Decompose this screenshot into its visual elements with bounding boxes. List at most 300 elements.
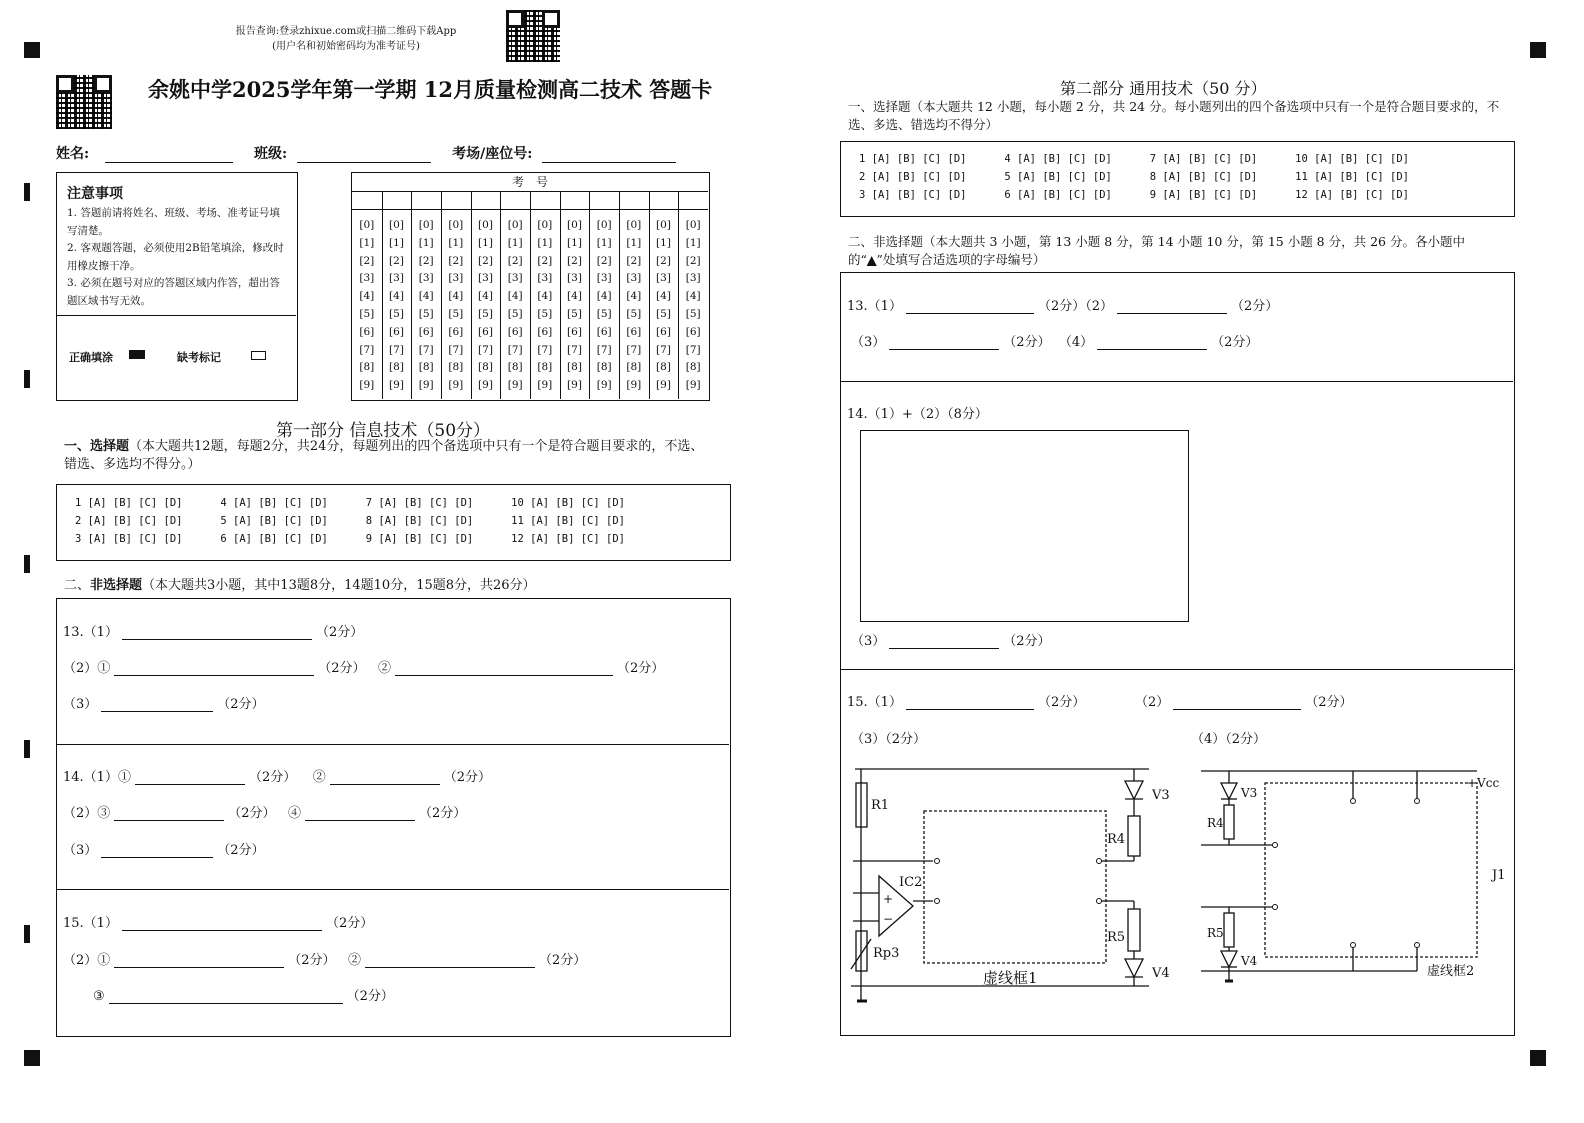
score-label: （2分） bbox=[217, 697, 265, 712]
q-label: （3） bbox=[63, 843, 98, 858]
digit-bubble[interactable]: [4] bbox=[359, 290, 375, 303]
digit-bubble[interactable]: [5] bbox=[389, 307, 404, 320]
exam-id-grid bbox=[351, 172, 710, 401]
digit-bubble[interactable]: [5] bbox=[596, 307, 612, 320]
digit-bubble[interactable]: [9] bbox=[596, 379, 612, 392]
exam-id-column bbox=[619, 217, 649, 395]
p1-q14-line3 bbox=[63, 839, 265, 858]
mc-row[interactable]: 2 [A] [B] [C] [D] 5 [A] [B] [C] [D] 8 [A] [B] [C] [D] 11 [A] [B] [C] [D] bbox=[75, 515, 625, 527]
digit-bubble[interactable]: [0] bbox=[656, 219, 671, 231]
score-label: （2分） bbox=[248, 770, 297, 785]
p2-q13-line1 bbox=[847, 295, 1278, 314]
column-divider bbox=[500, 191, 501, 399]
digit-bubble[interactable]: [8] bbox=[567, 361, 582, 374]
score-label: （2分） bbox=[418, 806, 467, 821]
digit-bubble[interactable]: [1] bbox=[537, 236, 553, 249]
part1-answer-box bbox=[56, 598, 731, 1037]
column-divider bbox=[441, 191, 442, 399]
digit-bubble[interactable]: [8] bbox=[478, 361, 493, 374]
divider bbox=[57, 744, 729, 745]
digit-bubble[interactable]: [4] bbox=[596, 290, 612, 303]
digit-bubble[interactable]: [4] bbox=[656, 290, 671, 303]
notice-item: 1. 答题前请将姓名、班级、考场、准考证号填写清楚。 bbox=[67, 207, 280, 237]
mc-desc: （本大题共12题，每题2分，共24分，每题列出的四个备选项中只有一个是符合题目要求的，不选、错选、多选均不得分。） bbox=[64, 439, 704, 472]
column-divider bbox=[678, 191, 679, 399]
answer-field[interactable] bbox=[906, 695, 1034, 710]
p2-q14-label: 14.（1）+（2）（8分） bbox=[847, 407, 988, 422]
digit-bubble[interactable]: [9] bbox=[626, 379, 642, 392]
label-ic2: IC2 bbox=[899, 875, 923, 890]
digit-bubble[interactable]: [6] bbox=[596, 325, 612, 338]
svg-text:+: + bbox=[883, 892, 894, 906]
score-label: （2分） bbox=[1211, 335, 1259, 350]
digit-bubble[interactable]: [6] bbox=[656, 325, 671, 338]
q-label: （3） bbox=[851, 335, 886, 350]
notice-item: 3. 必须在题号对应的答题区域内作答，超出答题区域书写无效。 bbox=[67, 277, 280, 307]
mc-row[interactable]: 1 [A] [B] [C] [D] 4 [A] [B] [C] [D] 7 [A] [B] [C] [D] 10 [A] [B] [C] [D] bbox=[75, 497, 625, 509]
p1-q15-line2 bbox=[63, 949, 586, 968]
digit-bubble[interactable]: [2] bbox=[478, 254, 493, 267]
page-title: 余姚中学2025学年第一学期 12月质量检测高二技术 答题卡 bbox=[148, 77, 713, 102]
mc-row[interactable]: 1 [A] [B] [C] [D] 4 [A] [B] [C] [D] 7 [A] [B] [C] [D] 10 [A] [B] [C] [D] bbox=[859, 153, 1409, 165]
digit-bubble[interactable]: [2] bbox=[507, 254, 523, 267]
digit-bubble[interactable]: [5] bbox=[656, 307, 671, 320]
p1-q14-line2 bbox=[63, 802, 466, 821]
label-frame1: 虚线框1 bbox=[983, 969, 1038, 987]
mc-prefix: 一、 bbox=[64, 439, 91, 454]
digit-bubble[interactable]: [3] bbox=[685, 272, 701, 285]
q-label: ② bbox=[377, 661, 391, 676]
timing-mark bbox=[24, 183, 30, 201]
label-rp3: Rp3 bbox=[873, 946, 900, 961]
digit-bubble[interactable]: [7] bbox=[685, 343, 701, 356]
digit-bubble[interactable]: [8] bbox=[596, 361, 612, 374]
score-label: （2分） bbox=[1037, 299, 1086, 314]
digit-bubble[interactable]: [9] bbox=[359, 379, 375, 392]
answer-field[interactable] bbox=[1173, 695, 1301, 710]
exam-id-column bbox=[589, 217, 619, 395]
p2-q13-line2 bbox=[851, 331, 1258, 350]
digit-bubble[interactable]: [4] bbox=[478, 290, 493, 303]
digit-bubble[interactable]: [1] bbox=[507, 236, 523, 249]
exam-id-column bbox=[500, 217, 530, 395]
p1-q13-line3 bbox=[63, 693, 265, 712]
circuit-diagram-1 bbox=[849, 761, 1189, 1011]
score-label: （2分） bbox=[325, 916, 374, 931]
divider bbox=[57, 315, 296, 316]
notice-box bbox=[56, 172, 298, 401]
digit-bubble[interactable]: [5] bbox=[478, 307, 493, 320]
digit-bubble[interactable]: [9] bbox=[507, 379, 523, 392]
digit-bubble[interactable]: [0] bbox=[596, 219, 612, 231]
digit-bubble[interactable]: [8] bbox=[685, 361, 701, 374]
score-label: （2分） bbox=[1037, 695, 1086, 710]
answer-field[interactable] bbox=[114, 661, 314, 676]
report-line-2: (用户名和初始密码均为准考证号) bbox=[272, 41, 420, 52]
timing-mark bbox=[24, 370, 30, 388]
score-label: （2分） bbox=[288, 953, 336, 968]
exam-id-column bbox=[411, 217, 441, 395]
digit-bubble[interactable]: [7] bbox=[656, 343, 671, 356]
label-vcc: +Vcc bbox=[1467, 776, 1500, 790]
digit-bubble[interactable]: [7] bbox=[567, 343, 582, 356]
qr-code-icon bbox=[506, 10, 560, 62]
digit-bubble[interactable]: [8] bbox=[656, 361, 671, 374]
exam-id-column bbox=[441, 217, 471, 395]
column-divider bbox=[530, 191, 531, 399]
answer-field[interactable] bbox=[889, 335, 999, 350]
nonmc-heading: 非选择题 bbox=[90, 578, 143, 593]
part2-title: 第二部分 通用技术（50 分） bbox=[1060, 79, 1267, 98]
part1-mc-box bbox=[56, 484, 731, 561]
p1-q14-line1 bbox=[63, 766, 491, 785]
answer-field[interactable] bbox=[906, 299, 1034, 314]
digit-bubble[interactable]: [6] bbox=[478, 325, 493, 338]
name-field[interactable] bbox=[105, 148, 233, 163]
label-v3: V3 bbox=[1152, 788, 1170, 803]
score-label: （2分） bbox=[1003, 634, 1051, 649]
nonmc-desc: 二、非选择题（本大题共 3 小题，第 13 小题 8 分，第 14 小题 10 分，第 15 小题 8 分，共 26 分。各小题中的“ bbox=[848, 234, 1465, 267]
class-field[interactable] bbox=[297, 148, 431, 163]
digit-bubble[interactable]: [4] bbox=[418, 290, 434, 303]
label-v4: V4 bbox=[1241, 954, 1258, 968]
column-divider bbox=[649, 191, 650, 399]
digit-bubble[interactable]: [1] bbox=[359, 236, 375, 249]
p1-q15-line3 bbox=[93, 985, 394, 1004]
answer-field[interactable] bbox=[330, 770, 440, 785]
digit-bubble[interactable]: [7] bbox=[537, 343, 553, 356]
digit-bubble[interactable]: [5] bbox=[418, 307, 434, 320]
column-divider bbox=[411, 191, 412, 399]
q-label: 14.（1）① bbox=[63, 770, 131, 785]
digit-bubble[interactable]: [5] bbox=[507, 307, 523, 320]
digit-bubble[interactable]: [9] bbox=[478, 379, 493, 392]
digit-bubble[interactable]: [0] bbox=[507, 219, 523, 231]
answer-field[interactable] bbox=[101, 697, 213, 712]
digit-bubble[interactable]: [9] bbox=[418, 379, 434, 392]
digit-bubble[interactable]: [5] bbox=[537, 307, 553, 320]
divider bbox=[841, 381, 1513, 382]
digit-bubble[interactable]: [2] bbox=[596, 254, 612, 267]
exam-id-column bbox=[352, 217, 382, 395]
q-label: ② bbox=[347, 953, 361, 968]
digit-bubble[interactable]: [3] bbox=[507, 272, 523, 285]
digit-bubble[interactable]: [2] bbox=[656, 254, 671, 267]
score-label: （2分） bbox=[217, 843, 265, 858]
digit-bubble[interactable]: [2] bbox=[537, 254, 553, 267]
exam-id-column bbox=[530, 217, 560, 395]
label-v3: V3 bbox=[1241, 786, 1258, 800]
digit-bubble[interactable]: [1] bbox=[626, 236, 642, 249]
part2-mc-instruction: 一、选择题（本大题共 12 小题，每小题 2 分，共 24 分。每小题列出的四个备选项中只有一个是符合题目要求的，不选、多选、错选均不得分） bbox=[848, 99, 1500, 132]
digit-bubble[interactable]: [0] bbox=[537, 219, 553, 231]
digit-bubble[interactable]: [9] bbox=[656, 379, 671, 392]
mc-row[interactable]: 2 [A] [B] [C] [D] 5 [A] [B] [C] [D] 8 [A] [B] [C] [D] 11 [A] [B] [C] [D] bbox=[859, 171, 1409, 183]
label-r5: R5 bbox=[1107, 930, 1126, 945]
digit-bubble[interactable]: [9] bbox=[448, 379, 464, 392]
answer-field[interactable] bbox=[114, 953, 284, 968]
exam-id-column bbox=[382, 217, 412, 395]
digit-bubble[interactable]: [0] bbox=[685, 219, 701, 231]
divider bbox=[57, 889, 729, 890]
mc-row[interactable]: 3 [A] [B] [C] [D] 6 [A] [B] [C] [D] 9 [A] [B] [C] [D] 12 [A] [B] [C] [D] bbox=[75, 533, 625, 545]
registration-mark bbox=[24, 1050, 40, 1066]
q-label: 13.（1） bbox=[63, 625, 118, 640]
digit-bubble[interactable]: [5] bbox=[626, 307, 642, 320]
timing-mark bbox=[24, 555, 30, 573]
q-label: （2）① bbox=[63, 953, 111, 968]
drawing-area[interactable] bbox=[860, 430, 1189, 622]
answer-field[interactable] bbox=[114, 806, 224, 821]
digit-bubble[interactable]: [6] bbox=[537, 325, 553, 338]
digit-bubble[interactable]: [2] bbox=[448, 254, 464, 267]
q-label: 15.（1） bbox=[63, 916, 118, 931]
digit-bubble[interactable]: [8] bbox=[537, 361, 553, 374]
answer-field[interactable] bbox=[1097, 335, 1207, 350]
nonmc-desc: ”处填写合适选项的字母编号） bbox=[876, 252, 1046, 267]
digit-bubble[interactable]: [5] bbox=[685, 307, 701, 320]
digit-bubble[interactable]: [6] bbox=[389, 325, 404, 338]
digit-bubble[interactable]: [5] bbox=[448, 307, 464, 320]
notice-item: 2. 客观题答题，必须使用2B铅笔填涂，修改时用橡皮擦干净。 bbox=[67, 242, 284, 272]
digit-bubble[interactable]: [9] bbox=[567, 379, 582, 392]
digit-bubble[interactable]: [2] bbox=[389, 254, 404, 267]
p2-q15-line1b bbox=[1135, 691, 1353, 710]
answer-field[interactable] bbox=[1117, 299, 1227, 314]
p1-q13-line1 bbox=[63, 621, 363, 640]
digit-bubble[interactable]: [2] bbox=[626, 254, 642, 267]
digit-bubble[interactable]: [6] bbox=[418, 325, 434, 338]
label-frame2: 虚线框2 bbox=[1427, 964, 1475, 979]
part1-title: 第一部分 信息技术（50分） bbox=[276, 421, 491, 441]
answer-field[interactable] bbox=[135, 770, 245, 785]
digit-bubble[interactable]: [2] bbox=[685, 254, 701, 267]
digit-bubble[interactable]: [9] bbox=[537, 379, 553, 392]
answer-field[interactable] bbox=[122, 916, 322, 931]
digit-bubble[interactable]: [1] bbox=[448, 236, 464, 249]
score-label: （2分） bbox=[443, 770, 492, 785]
digit-bubble[interactable]: [6] bbox=[626, 325, 642, 338]
column-divider bbox=[471, 191, 472, 399]
answer-field[interactable] bbox=[365, 953, 535, 968]
mc-heading: 选择题 bbox=[90, 439, 130, 454]
digit-bubble[interactable]: [0] bbox=[626, 219, 642, 231]
digit-bubble[interactable]: [1] bbox=[596, 236, 612, 249]
digit-bubble[interactable]: [8] bbox=[389, 361, 404, 374]
nonmc-prefix: 二、 bbox=[64, 578, 91, 593]
digit-bubble[interactable]: [8] bbox=[359, 361, 375, 374]
info-fields bbox=[56, 143, 676, 163]
score-label: （2分） bbox=[1003, 335, 1051, 350]
column-divider bbox=[560, 191, 561, 399]
q-label: （2） bbox=[1135, 695, 1170, 710]
digit-bubble[interactable]: [8] bbox=[448, 361, 464, 374]
digit-bubble[interactable]: [7] bbox=[418, 343, 434, 356]
q-label: 15.（1） bbox=[847, 695, 902, 710]
digit-bubble[interactable]: [8] bbox=[626, 361, 642, 374]
answer-field[interactable] bbox=[305, 806, 415, 821]
answer-field[interactable] bbox=[889, 634, 999, 649]
digit-bubble[interactable]: [3] bbox=[389, 272, 404, 285]
label-r5: R5 bbox=[1207, 926, 1224, 940]
digit-bubble[interactable]: [7] bbox=[448, 343, 464, 356]
report-line-1: 报告查询:登录zhixue.com或扫描二维码下载App bbox=[235, 26, 457, 37]
q-label: ④ bbox=[287, 806, 301, 821]
exam-id-column bbox=[560, 217, 590, 395]
score-label: （2分） bbox=[315, 625, 364, 640]
label-r4: R4 bbox=[1207, 816, 1224, 830]
registration-mark bbox=[1530, 42, 1546, 58]
score-label: （2分） bbox=[346, 989, 394, 1004]
digit-bubble[interactable]: [4] bbox=[537, 290, 553, 303]
digit-bubble[interactable]: [2] bbox=[418, 254, 434, 267]
digit-bubble[interactable]: [8] bbox=[507, 361, 523, 374]
column-divider bbox=[589, 191, 590, 399]
digit-bubble[interactable]: [1] bbox=[478, 236, 493, 249]
digit-bubble[interactable]: [7] bbox=[359, 343, 375, 356]
mc-row[interactable]: 3 [A] [B] [C] [D] 6 [A] [B] [C] [D] 9 [A] [B] [C] [D] 12 [A] [B] [C] [D] bbox=[859, 189, 1409, 201]
score-label: （2分） bbox=[538, 953, 587, 968]
part2-nonmc-instruction bbox=[848, 233, 1508, 269]
column-divider bbox=[619, 191, 620, 399]
part2-mc-box bbox=[840, 141, 1515, 217]
p1-q13-line2 bbox=[63, 657, 664, 676]
exam-id-column bbox=[649, 217, 679, 395]
digit-bubble[interactable]: [6] bbox=[685, 325, 701, 338]
q-label: （3） bbox=[851, 634, 886, 649]
q-label: （3） bbox=[63, 697, 98, 712]
digit-bubble[interactable]: [0] bbox=[478, 219, 493, 231]
answer-field[interactable] bbox=[122, 625, 312, 640]
answer-field[interactable] bbox=[101, 843, 213, 858]
digit-bubble[interactable]: [0] bbox=[389, 219, 404, 231]
label-r1: R1 bbox=[871, 798, 890, 813]
answer-field[interactable] bbox=[395, 661, 613, 676]
digit-bubble[interactable]: [0] bbox=[448, 219, 464, 231]
digit-bubble[interactable]: [4] bbox=[389, 290, 404, 303]
digit-bubble[interactable]: [5] bbox=[359, 307, 375, 320]
digit-bubble[interactable]: [1] bbox=[656, 236, 671, 249]
q-label: 13.（1） bbox=[847, 299, 902, 314]
score-label: （2分） bbox=[1231, 299, 1279, 314]
digit-bubble[interactable]: [3] bbox=[656, 272, 671, 285]
digit-bubble[interactable]: [3] bbox=[448, 272, 464, 285]
digit-bubble[interactable]: [6] bbox=[567, 325, 582, 338]
exam-id-title: 考 号 bbox=[352, 173, 708, 192]
digit-bubble[interactable]: [0] bbox=[567, 219, 582, 231]
q-label: （2）① bbox=[63, 661, 111, 676]
name-label: 姓名: bbox=[56, 146, 90, 162]
nonmc-desc: （本大题共3小题，其中13题8分，14题10分，15题8分，共26分） bbox=[142, 578, 536, 593]
digit-bubble[interactable]: [7] bbox=[507, 343, 523, 356]
digit-bubble[interactable]: [1] bbox=[418, 236, 434, 249]
digit-bubble[interactable]: [0] bbox=[359, 219, 375, 231]
exam-id-column bbox=[471, 217, 501, 395]
p2-q14-line2 bbox=[851, 630, 1051, 649]
label-r4: R4 bbox=[1107, 832, 1126, 847]
triangle-icon: ▲ bbox=[866, 252, 877, 267]
filled-sample-icon bbox=[129, 350, 145, 359]
digit-bubble[interactable]: [3] bbox=[478, 272, 493, 285]
q-label: （2） bbox=[1085, 299, 1114, 314]
timing-mark bbox=[24, 740, 30, 758]
digit-bubble[interactable]: [2] bbox=[567, 254, 582, 267]
digit-bubble[interactable]: [2] bbox=[359, 254, 375, 267]
part1-nonmc-instruction bbox=[64, 574, 536, 593]
digit-bubble[interactable]: [7] bbox=[596, 343, 612, 356]
p2-q15-line1 bbox=[847, 691, 1085, 710]
digit-bubble[interactable]: [4] bbox=[685, 290, 701, 303]
notice-list bbox=[67, 205, 289, 310]
digit-bubble[interactable]: [8] bbox=[418, 361, 434, 374]
digit-bubble[interactable]: [1] bbox=[567, 236, 582, 249]
qr-code-icon bbox=[56, 75, 112, 129]
digit-bubble[interactable]: [4] bbox=[448, 290, 464, 303]
digit-bubble[interactable]: [9] bbox=[685, 379, 701, 392]
digit-bubble[interactable]: [3] bbox=[359, 272, 375, 285]
digit-bubble[interactable]: [3] bbox=[537, 272, 553, 285]
svg-text:−: − bbox=[883, 912, 894, 926]
digit-bubble[interactable]: [3] bbox=[626, 272, 642, 285]
q-label: ③ bbox=[93, 989, 105, 1004]
q-label: （4） bbox=[1058, 335, 1094, 350]
p2-q15-part4-label: （4）（2分） bbox=[1191, 732, 1267, 747]
absent-checkbox[interactable] bbox=[251, 351, 266, 360]
score-label: （2分） bbox=[318, 661, 366, 676]
digit-bubble[interactable]: [6] bbox=[448, 325, 464, 338]
digit-bubble[interactable]: [1] bbox=[685, 236, 701, 249]
digit-bubble[interactable]: [7] bbox=[626, 343, 642, 356]
correct-fill-label: 正确填涂 bbox=[69, 351, 113, 364]
part1-mc-instruction bbox=[64, 438, 704, 474]
digit-bubble[interactable]: [7] bbox=[389, 343, 404, 356]
digit-bubble[interactable]: [3] bbox=[596, 272, 612, 285]
p1-q15-line1 bbox=[63, 912, 373, 931]
label-j1: J1 bbox=[1492, 868, 1506, 883]
absent-mark-label: 缺考标记 bbox=[177, 351, 221, 364]
digit-bubble[interactable]: [4] bbox=[507, 290, 523, 303]
column-divider bbox=[382, 191, 383, 399]
part2-answer-box bbox=[840, 272, 1515, 1036]
digit-bubble[interactable]: [4] bbox=[626, 290, 642, 303]
q-label: （2）③ bbox=[63, 806, 111, 821]
circuit-diagram-2 bbox=[1197, 763, 1512, 1003]
label-v4: V4 bbox=[1152, 966, 1170, 981]
digit-bubble[interactable]: [7] bbox=[478, 343, 493, 356]
digit-bubble[interactable]: [0] bbox=[418, 219, 434, 231]
room-label: 考场/座位号: bbox=[452, 146, 533, 162]
digit-bubble[interactable]: [9] bbox=[389, 379, 404, 392]
digit-bubble[interactable]: [5] bbox=[567, 307, 582, 320]
digit-bubble[interactable]: [1] bbox=[389, 236, 404, 249]
registration-mark bbox=[24, 42, 40, 58]
room-field[interactable] bbox=[542, 148, 676, 163]
digit-bubble[interactable]: [4] bbox=[567, 290, 582, 303]
digit-bubble[interactable]: [3] bbox=[418, 272, 434, 285]
class-label: 班级: bbox=[254, 146, 288, 162]
notice-title: 注意事项 bbox=[67, 186, 123, 202]
digit-bubble[interactable]: [6] bbox=[359, 325, 375, 338]
digit-bubble[interactable]: [6] bbox=[507, 325, 523, 338]
answer-field[interactable] bbox=[109, 989, 343, 1004]
q-label: ② bbox=[312, 770, 326, 785]
score-label: （2分） bbox=[616, 661, 665, 676]
exam-id-column bbox=[678, 217, 708, 395]
p2-q15-part3-label: （3）（2分） bbox=[851, 732, 927, 747]
timing-mark bbox=[24, 925, 30, 943]
divider bbox=[841, 669, 1513, 670]
digit-bubble[interactable]: [3] bbox=[567, 272, 582, 285]
